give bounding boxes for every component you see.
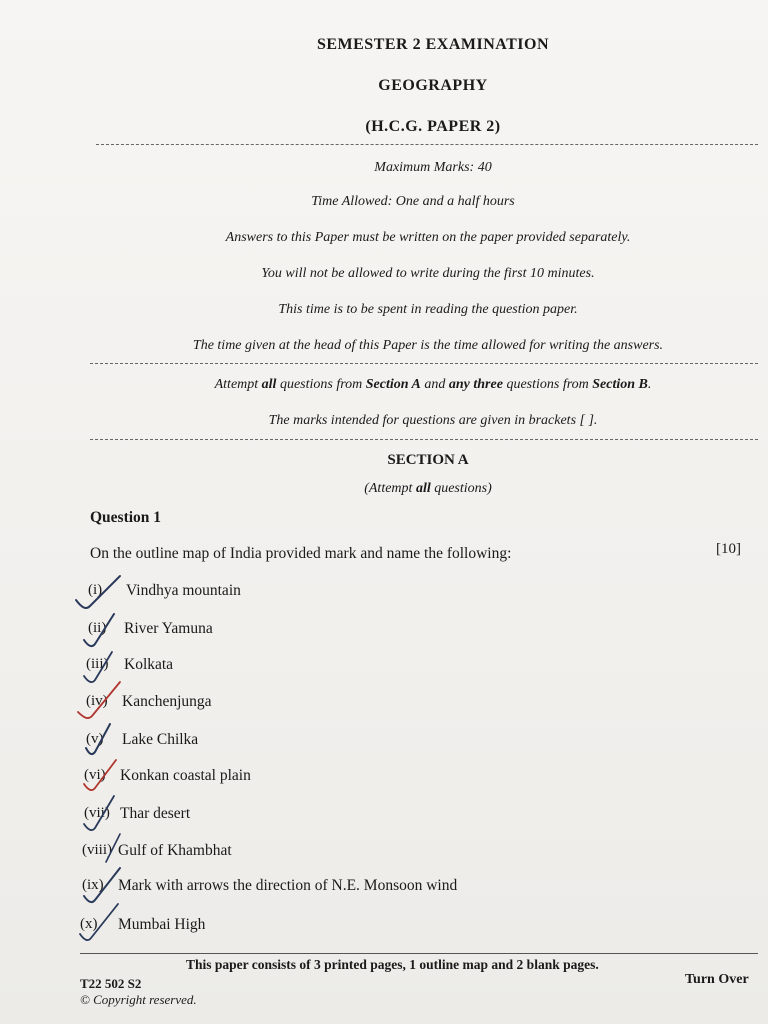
check-mark-icon bbox=[86, 724, 110, 754]
pages-note: This paper consists of 3 printed pages, 1 outline map and 2 blank pages. bbox=[186, 957, 599, 972]
item-text: Mumbai High bbox=[118, 916, 206, 933]
paper-title: (H.C.G. PAPER 2) bbox=[365, 118, 501, 135]
question-marks: [10] bbox=[716, 541, 741, 557]
item-number: (iv) bbox=[86, 693, 108, 709]
divider bbox=[96, 144, 758, 145]
instruction-line: You will not be allowed to write during the first 10 minutes. bbox=[261, 266, 595, 281]
check-mark-icon bbox=[80, 904, 118, 940]
attempt-instruction: Attempt all questions from Section A and any three questions from Section B. bbox=[214, 377, 652, 392]
instruction-line: This time is to be spent in reading the question paper. bbox=[278, 302, 578, 317]
check-mark-icon bbox=[84, 652, 112, 682]
section-subtitle: (Attempt all questions) bbox=[364, 481, 492, 496]
exam-title: SEMESTER 2 EXAMINATION bbox=[316, 36, 550, 53]
max-marks: Maximum Marks: 40 bbox=[374, 160, 492, 175]
item-number: (x) bbox=[80, 916, 98, 932]
check-mark-icon bbox=[84, 796, 114, 830]
question-prompt: On the outline map of India provided mark and name the following: bbox=[90, 545, 512, 562]
check-mark-icon bbox=[76, 576, 120, 608]
item-text: Mark with arrows the direction of N.E. Monsoon wind bbox=[118, 877, 458, 894]
item-number: (ii) bbox=[88, 620, 107, 636]
item-text: Kanchenjunga bbox=[122, 693, 212, 710]
item-text: Lake Chilka bbox=[122, 731, 199, 748]
question-label: Question 1 bbox=[90, 509, 162, 526]
instruction-line: The time given at the head of this Paper is the time allowed for writing the answers. bbox=[192, 338, 664, 353]
time-allowed: Time Allowed: One and a half hours bbox=[311, 194, 515, 209]
turn-over: Turn Over bbox=[685, 972, 749, 987]
item-text: Kolkata bbox=[124, 656, 174, 673]
item-number: (v) bbox=[86, 731, 104, 747]
item-number: (vii) bbox=[84, 805, 110, 821]
item-number: (viii) bbox=[82, 842, 112, 858]
marks-note: The marks intended for questions are given in brackets [ ]. bbox=[268, 413, 598, 428]
check-mark-icon bbox=[78, 682, 120, 718]
copyright: © Copyright reserved. bbox=[80, 992, 197, 1007]
item-text: Gulf of Khambhat bbox=[118, 842, 232, 859]
check-mark-icon bbox=[84, 614, 114, 646]
item-text: River Yamuna bbox=[124, 620, 213, 637]
item-text: Vindhya mountain bbox=[126, 582, 241, 599]
handwritten-tick-marks bbox=[70, 570, 130, 950]
check-mark-icon bbox=[106, 834, 120, 862]
divider bbox=[90, 439, 758, 440]
instruction-line: Answers to this Paper must be written on the paper provided separately. bbox=[225, 230, 631, 245]
item-number: (i) bbox=[88, 582, 103, 598]
check-mark-icon bbox=[84, 760, 116, 790]
item-number: (ix) bbox=[82, 877, 104, 893]
section-title: SECTION A bbox=[387, 452, 469, 468]
item-number: (vi) bbox=[84, 767, 106, 783]
divider bbox=[90, 363, 758, 364]
divider bbox=[80, 953, 758, 954]
subject-title: GEOGRAPHY bbox=[378, 77, 488, 94]
item-text: Konkan coastal plain bbox=[120, 767, 251, 784]
item-number: (iii) bbox=[86, 656, 109, 672]
check-mark-icon bbox=[84, 868, 120, 902]
paper-code: T22 502 S2 bbox=[80, 976, 142, 991]
item-text: Thar desert bbox=[120, 805, 191, 822]
